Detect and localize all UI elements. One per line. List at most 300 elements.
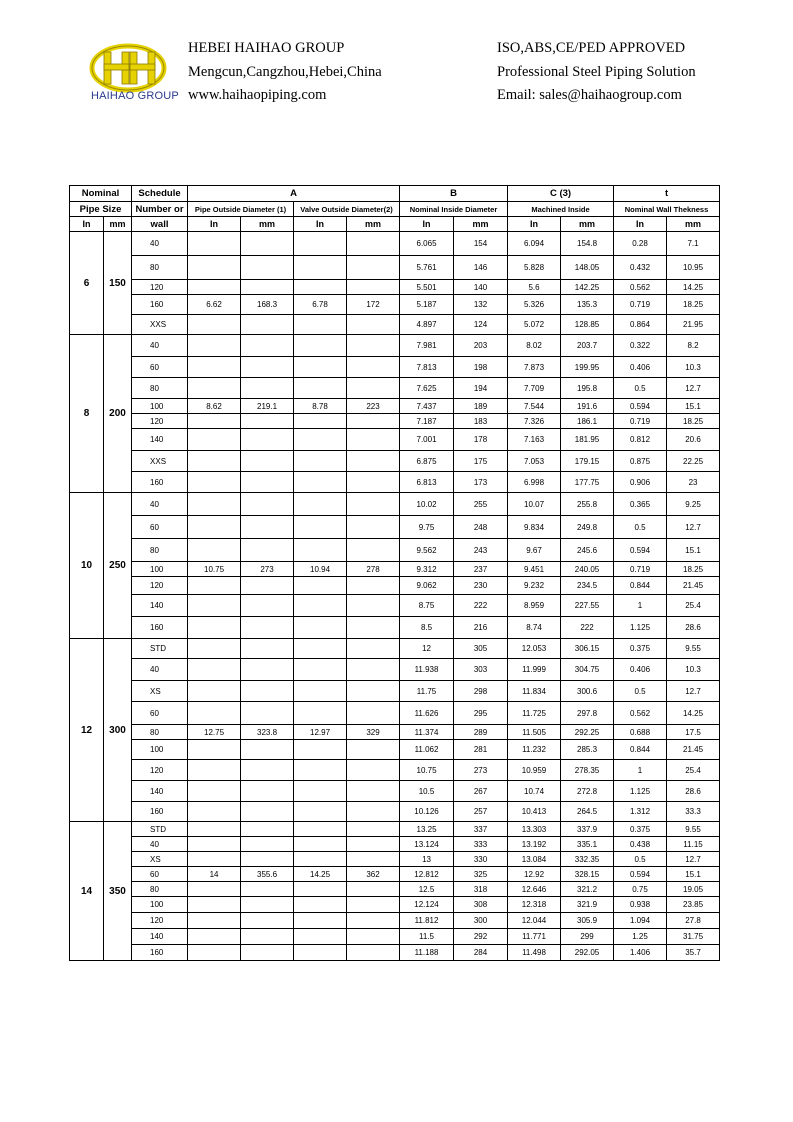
wall-in: 0.906 [614,472,667,493]
valve-od-in [294,472,347,493]
schedule-header-1: Schedule [132,186,188,202]
nominal-id-in: 9.312 [400,562,454,577]
valve-od-mm [347,493,400,516]
valve-od-in [294,852,347,867]
valve-od-in [294,378,347,399]
schedule-cell: 40 [132,232,188,256]
valve-od-mm [347,617,400,639]
machined-id-mm: 245.6 [561,539,614,562]
pipe-od-in [188,516,241,539]
schedule-cell: XS [132,681,188,702]
valve-od-mm [347,335,400,357]
valve-od-mm: 278 [347,562,400,577]
pipe-od-in [188,315,241,335]
schedule-cell: 40 [132,837,188,852]
machined-id-in: 7.544 [508,399,561,414]
wall-in: 1.094 [614,913,667,929]
nominal-size-mm: 250 [104,493,132,639]
valve-od-mm [347,577,400,595]
valve-od-mm [347,595,400,617]
machined-id-in: 13.303 [508,822,561,837]
valve-od-in [294,837,347,852]
machined-id-mm: 142.25 [561,280,614,295]
unit-mm: mm [454,217,508,232]
valve-od-in [294,429,347,451]
machined-id-in: 10.74 [508,781,561,802]
valve-od-mm [347,945,400,961]
machined-id-in: 5.828 [508,256,561,280]
pipe-od-mm [241,378,294,399]
nominal-id-in: 10.02 [400,493,454,516]
machined-id-in: 12.646 [508,882,561,897]
wall-mm: 8.2 [667,335,720,357]
wall-mm: 7.1 [667,232,720,256]
wall-in: 0.28 [614,232,667,256]
table-row [70,760,720,781]
nominal-size-mm: 200 [104,335,132,493]
nominal-id-in: 7.981 [400,335,454,357]
col-c-header: C (3) [508,186,614,202]
nominal-id-mm: 330 [454,852,508,867]
page-header [0,0,793,130]
pipe-od-in [188,357,241,378]
nominal-id-mm: 257 [454,802,508,822]
wall-mm: 21.95 [667,315,720,335]
table-row [70,516,720,539]
wall-mm: 15.1 [667,399,720,414]
table-row [70,945,720,961]
valve-od-mm [347,256,400,280]
nominal-id-in: 12.5 [400,882,454,897]
wall-mm: 21.45 [667,740,720,760]
machined-id-mm: 304.75 [561,659,614,681]
table-row [70,357,720,378]
wall-in: 1 [614,760,667,781]
wall-mm: 14.25 [667,702,720,725]
schedule-cell: 60 [132,357,188,378]
nominal-id-in: 13.25 [400,822,454,837]
wall-in: 1.25 [614,929,667,945]
machined-id-mm: 199.95 [561,357,614,378]
wall-mm: 10.3 [667,659,720,681]
machined-id-mm: 234.5 [561,577,614,595]
schedule-cell: 120 [132,577,188,595]
wall-in: 0.875 [614,451,667,472]
nominal-size-in: 12 [70,639,104,822]
wall-mm: 27.8 [667,913,720,929]
machined-id-in: 12.318 [508,897,561,913]
nominal-id-in: 11.75 [400,681,454,702]
pipe-od-header: Pipe Outside Diameter (1) [188,202,294,217]
col-t-header: t [614,186,720,202]
machined-id-in: 11.725 [508,702,561,725]
table-row [70,929,720,945]
valve-od-in [294,357,347,378]
pipe-od-in [188,414,241,429]
nominal-size-in: 6 [70,232,104,335]
table-row [70,867,720,882]
pipe-od-in [188,232,241,256]
pipe-dimension-table [69,185,720,961]
pipe-od-mm [241,913,294,929]
schedule-cell: XXS [132,451,188,472]
machined-id-mm: 321.2 [561,882,614,897]
table-row [70,702,720,725]
nominal-id-in: 11.938 [400,659,454,681]
wall-mm: 28.6 [667,617,720,639]
valve-od-in [294,802,347,822]
nominal-id-in: 10.5 [400,781,454,802]
nominal-id-in: 10.75 [400,760,454,781]
pipe-od-in [188,882,241,897]
valve-od-mm [347,913,400,929]
pipe-od-mm [241,740,294,760]
wall-in: 1.312 [614,802,667,822]
valve-od-mm [347,639,400,659]
pipe-od-mm [241,472,294,493]
company-address: Mengcun,Cangzhou,Hebei,China [188,63,382,80]
nominal-id-mm: 198 [454,357,508,378]
pipe-od-in [188,760,241,781]
nominal-id-in: 12.812 [400,867,454,882]
pipe-od-in [188,897,241,913]
machined-id-mm: 328.15 [561,867,614,882]
machined-id-mm: 195.8 [561,378,614,399]
wall-in: 0.594 [614,867,667,882]
machined-id-in: 6.094 [508,232,561,256]
machined-id-in: 9.67 [508,539,561,562]
schedule-cell: 80 [132,882,188,897]
wall-mm: 25.4 [667,595,720,617]
wall-mm: 12.7 [667,378,720,399]
machined-id-in: 10.07 [508,493,561,516]
valve-od-in [294,781,347,802]
nominal-id-mm: 325 [454,867,508,882]
wall-mm: 21.45 [667,577,720,595]
nominal-id-in: 10.126 [400,802,454,822]
valve-od-mm [347,702,400,725]
machined-id-mm: 227.55 [561,595,614,617]
valve-od-mm [347,429,400,451]
nominal-id-mm: 318 [454,882,508,897]
pipe-od-mm [241,702,294,725]
nominal-id-mm: 154 [454,232,508,256]
schedule-cell: 60 [132,867,188,882]
valve-od-mm [347,781,400,802]
pipe-od-mm [241,617,294,639]
wall-in: 0.562 [614,702,667,725]
wall-mm: 23 [667,472,720,493]
wall-mm: 11.15 [667,837,720,852]
table-row [70,639,720,659]
machined-id-in: 12.053 [508,639,561,659]
pipe-od-in [188,852,241,867]
table-row [70,378,720,399]
wall-mm: 10.3 [667,357,720,378]
unit-mm: mm [561,217,614,232]
machined-id-in: 12.044 [508,913,561,929]
pipe-od-mm [241,256,294,280]
wall-mm: 9.55 [667,822,720,837]
machined-id-mm: 306.15 [561,639,614,659]
unit-mm: mm [347,217,400,232]
schedule-cell: 140 [132,929,188,945]
machined-id-in: 6.998 [508,472,561,493]
table-row [70,315,720,335]
machined-id-mm: 186.1 [561,414,614,429]
pipe-od-in [188,740,241,760]
pipe-od-mm [241,280,294,295]
wall-in: 0.375 [614,822,667,837]
machined-id-in: 9.451 [508,562,561,577]
wall-in: 0.562 [614,280,667,295]
valve-od-mm [347,882,400,897]
unit-mm: mm [104,217,132,232]
pipe-od-in [188,802,241,822]
pipe-od-in [188,451,241,472]
schedule-cell: 60 [132,516,188,539]
valve-od-mm: 362 [347,867,400,882]
schedule-cell: 160 [132,617,188,639]
pipe-od-mm: 219.1 [241,399,294,414]
wall-in: 0.594 [614,539,667,562]
machined-id-mm: 321.9 [561,897,614,913]
schedule-cell: 140 [132,429,188,451]
nominal-id-mm: 237 [454,562,508,577]
schedule-cell: 160 [132,802,188,822]
wall-mm: 17.5 [667,725,720,740]
machined-id-mm: 300.6 [561,681,614,702]
nominal-id-in: 11.5 [400,929,454,945]
nominal-size-in: 10 [70,493,104,639]
wall-in: 0.719 [614,414,667,429]
valve-od-mm [347,357,400,378]
company-credentials [497,37,696,108]
unit-in: In [70,217,104,232]
wall-in: 0.5 [614,378,667,399]
nominal-id-mm: 140 [454,280,508,295]
pipe-od-mm [241,882,294,897]
valve-od-in: 12.97 [294,725,347,740]
wall-mm: 35.7 [667,945,720,961]
machined-id-in: 8.74 [508,617,561,639]
nominal-id-in: 7.187 [400,414,454,429]
nominal-id-mm: 183 [454,414,508,429]
pipe-od-mm: 168.3 [241,295,294,315]
company-website[interactable]: www.haihaopiping.com [188,87,327,103]
pipe-od-in [188,913,241,929]
wall-in: 0.844 [614,577,667,595]
pipe-od-in [188,493,241,516]
machined-id-mm: 297.8 [561,702,614,725]
wall-mm: 23.85 [667,897,720,913]
valve-od-mm [347,837,400,852]
pipe-od-mm [241,852,294,867]
nominal-id-in: 13.124 [400,837,454,852]
valve-od-mm [347,232,400,256]
machined-id-in: 13.084 [508,852,561,867]
wall-in: 0.688 [614,725,667,740]
nominal-id-mm: 292 [454,929,508,945]
nominal-id-in: 7.001 [400,429,454,451]
machined-id-mm: 148.05 [561,256,614,280]
wall-mm: 18.25 [667,295,720,315]
nominal-id-mm: 273 [454,760,508,781]
machined-id-in: 13.192 [508,837,561,852]
pipe-od-mm [241,659,294,681]
nominal-id-mm: 194 [454,378,508,399]
pipe-od-in [188,595,241,617]
valve-od-in [294,822,347,837]
nominal-id-in: 7.813 [400,357,454,378]
schedule-cell: 100 [132,897,188,913]
schedule-cell: XS [132,852,188,867]
valve-od-mm [347,681,400,702]
wall-mm: 15.1 [667,539,720,562]
table-row [70,681,720,702]
table-row [70,837,720,852]
schedule-cell: 100 [132,740,188,760]
wall-mm: 9.55 [667,639,720,659]
machined-id-mm: 264.5 [561,802,614,822]
nominal-wall-header: Nominal Wall Thekness [614,202,720,217]
nominal-id-in: 4.897 [400,315,454,335]
valve-od-in [294,315,347,335]
unit-in: In [614,217,667,232]
nominal-id-mm: 248 [454,516,508,539]
pipe-od-mm: 355.6 [241,867,294,882]
valve-od-mm [347,822,400,837]
valve-od-in [294,617,347,639]
pipe-od-mm [241,945,294,961]
wall-in: 0.844 [614,740,667,760]
nominal-id-mm: 281 [454,740,508,760]
wall-in: 0.864 [614,315,667,335]
nominal-id-in: 12.124 [400,897,454,913]
nominal-id-in: 5.187 [400,295,454,315]
valve-od-in [294,740,347,760]
wall-in: 1 [614,595,667,617]
machined-id-mm: 255.8 [561,493,614,516]
table-row [70,659,720,681]
wall-in: 0.432 [614,256,667,280]
nominal-id-mm: 222 [454,595,508,617]
machined-id-in: 5.326 [508,295,561,315]
pipe-od-in [188,639,241,659]
nominal-id-in: 9.562 [400,539,454,562]
wall-mm: 18.25 [667,562,720,577]
machined-id-mm: 299 [561,929,614,945]
wall-mm: 20.6 [667,429,720,451]
valve-od-in: 8.78 [294,399,347,414]
machined-id-in: 7.326 [508,414,561,429]
pipe-od-in [188,472,241,493]
table-row [70,852,720,867]
machined-id-mm: 272.8 [561,781,614,802]
nominal-header-2: Pipe Size [70,202,132,217]
pipe-od-in [188,256,241,280]
valve-od-in [294,414,347,429]
header-row-1 [70,186,720,202]
valve-od-in [294,232,347,256]
pipe-od-mm [241,929,294,945]
nominal-id-in: 6.065 [400,232,454,256]
machined-id-in: 12.92 [508,867,561,882]
wall-in: 0.938 [614,897,667,913]
schedule-cell: 80 [132,256,188,280]
schedule-cell: STD [132,639,188,659]
machined-id-mm: 292.05 [561,945,614,961]
pipe-od-in [188,929,241,945]
pipe-od-mm [241,357,294,378]
nominal-id-mm: 308 [454,897,508,913]
machined-id-mm: 179.15 [561,451,614,472]
nominal-size-mm: 300 [104,639,132,822]
machined-id-in: 11.498 [508,945,561,961]
valve-od-in [294,493,347,516]
pipe-od-mm [241,781,294,802]
nominal-id-mm: 284 [454,945,508,961]
schedule-cell: XXS [132,315,188,335]
nominal-id-mm: 124 [454,315,508,335]
logo-text: HAIHAO GROUP [91,90,179,102]
wall-mm: 33.3 [667,802,720,822]
valve-od-in [294,929,347,945]
table-row [70,451,720,472]
pipe-od-in [188,822,241,837]
machined-id-in: 11.505 [508,725,561,740]
nominal-id-header: Nominal Inside Diameter [400,202,508,217]
table-row [70,913,720,929]
unit-in: In [294,217,347,232]
wall-mm: 28.6 [667,781,720,802]
table-row [70,539,720,562]
company-email[interactable]: Email: sales@haihaogroup.com [497,87,682,103]
nominal-id-mm: 203 [454,335,508,357]
valve-od-in [294,335,347,357]
machined-id-in: 9.232 [508,577,561,595]
nominal-id-mm: 255 [454,493,508,516]
machined-id-in: 11.232 [508,740,561,760]
machined-id-in: 8.959 [508,595,561,617]
valve-od-mm [347,539,400,562]
pipe-od-in [188,577,241,595]
wall-mm: 14.25 [667,280,720,295]
valve-od-mm [347,802,400,822]
machined-id-in: 7.709 [508,378,561,399]
machined-id-in: 5.072 [508,315,561,335]
machined-id-mm: 154.8 [561,232,614,256]
pipe-od-mm [241,414,294,429]
schedule-cell: 100 [132,562,188,577]
valve-od-mm [347,740,400,760]
machined-id-mm: 203.7 [561,335,614,357]
schedule-cell: 40 [132,493,188,516]
machined-id-mm: 332.35 [561,852,614,867]
nominal-id-mm: 178 [454,429,508,451]
table-row [70,740,720,760]
wall-mm: 18.25 [667,414,720,429]
nominal-id-mm: 295 [454,702,508,725]
nominal-id-mm: 230 [454,577,508,595]
machined-id-mm: 191.6 [561,399,614,414]
nominal-id-in: 11.626 [400,702,454,725]
table-row [70,595,720,617]
machined-id-mm: 249.8 [561,516,614,539]
pipe-od-mm [241,232,294,256]
table-row [70,562,720,577]
pipe-od-mm [241,577,294,595]
